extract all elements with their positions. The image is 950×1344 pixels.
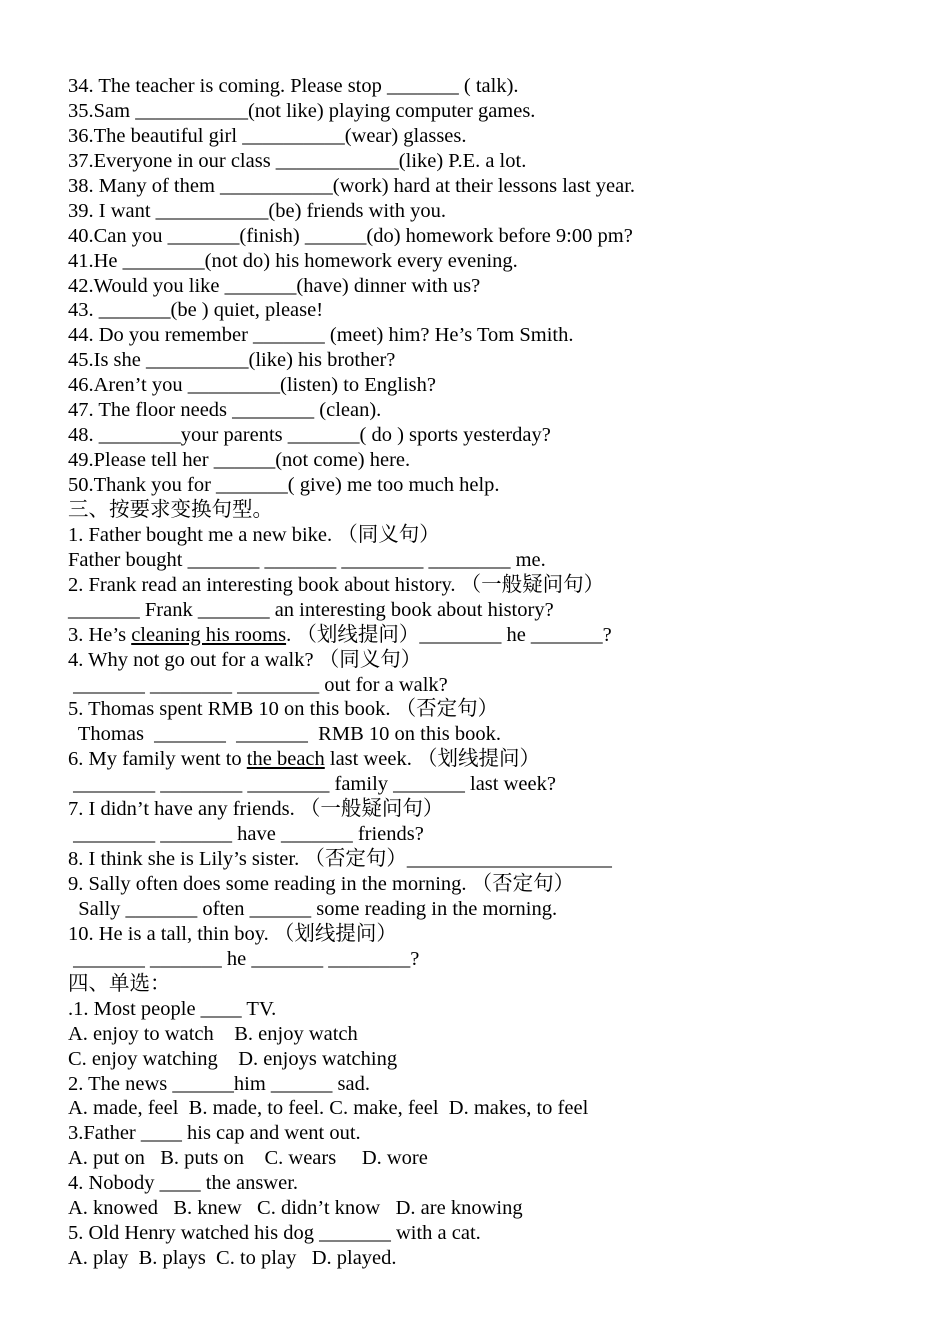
question-40: 40.Can you _______(finish) ______(do) homework before 9:00 pm? [68, 224, 633, 247]
question-35: 35.Sam ___________(not like) playing computer games. [68, 99, 536, 122]
transform-6-post: last week. （划线提问） [324, 748, 540, 771]
transform-10-answer: _______ _______ he _______ ________? [68, 947, 420, 970]
mc-1-options-ab: A. enjoy to watch B. enjoy watch [68, 1022, 358, 1045]
question-34: 34. The teacher is coming. Please stop _______ ( talk). [68, 75, 519, 97]
transform-3-prompt [68, 623, 908, 648]
transform-3-pre: 3. He’s [68, 623, 132, 646]
transform-2-prompt: 2. Frank read an interesting book about history. （一般疑问句） [68, 573, 605, 596]
transform-3-underlined: cleaning his rooms [131, 623, 287, 646]
mc-4-options: A. knowed B. knew C. didn’t know D. are knowing [68, 1197, 523, 1220]
question-48: 48. ________your parents _______( do ) sports yesterday? [68, 424, 551, 447]
section-3-heading: 三、按要求变换句型。 [68, 498, 273, 521]
transform-3-post: . （划线提问）________ he _______? [286, 623, 612, 646]
question-46: 46.Aren’t you _________(listen) to English? [68, 374, 437, 397]
mc-3-question: 3.Father ____ his cap and went out. [68, 1122, 361, 1145]
transform-7-prompt: 7. I didn’t have any friends. （一般疑问句） [68, 798, 444, 821]
mc-2-options: A. made, feel B. made, to feel. C. make, feel D. makes, to feel [68, 1097, 589, 1120]
mc-3-options: A. put on B. puts on C. wears D. wore [68, 1147, 428, 1170]
question-37: 37.Everyone in our class ____________(like) P.E. a lot. [68, 149, 527, 172]
transform-5-prompt: 5. Thomas spent RMB 10 on this book. （否定句） [68, 698, 499, 721]
question-49: 49.Please tell her ______(not come) here. [68, 449, 411, 472]
question-43: 43. _______(be ) quiet, please! [68, 299, 324, 322]
transform-4-prompt: 4. Why not go out for a walk? （同义句） [68, 648, 422, 671]
transform-8-prompt: 8. I think she is Lily’s sister. （否定句）____________________ [68, 848, 612, 871]
question-36: 36.The beautiful girl __________(wear) glasses. [68, 124, 467, 147]
question-42: 42.Would you like _______(have) dinner with us? [68, 274, 481, 297]
transform-7-answer: ________ _______ have _______ friends? [68, 823, 424, 846]
mc-2-question: 2. The news ______him ______ sad. [68, 1072, 370, 1095]
transform-2-answer: _______ Frank _______ an interesting book about history? [68, 598, 554, 621]
transform-6-pre: 6. My family went to [68, 748, 247, 771]
question-44: 44. Do you remember _______ (meet) him? He’s Tom Smith. [68, 324, 574, 347]
section-4-heading: 四、单选： [68, 972, 171, 995]
question-39: 39. I want ___________(be) friends with you. [68, 199, 447, 222]
mc-1-options-cd: C. enjoy watching D. enjoys watching [68, 1047, 398, 1070]
transform-1-answer: Father bought _______ _______ ________ ________ me. [68, 548, 546, 571]
transform-1-prompt: 1. Father bought me a new bike. （同义句） [68, 523, 440, 546]
transform-4-answer: _______ ________ ________ out for a walk? [68, 673, 448, 696]
question-47: 47. The floor needs ________ (clean). [68, 399, 382, 422]
transform-6-underlined: the beach [246, 748, 325, 771]
mc-5-options: A. play B. plays C. to play D. played. [68, 1247, 397, 1270]
question-41: 41.He ________(not do) his homework every evening. [68, 249, 518, 272]
worksheet-page [68, 74, 908, 1271]
transform-10-prompt: 10. He is a tall, thin boy. （划线提问） [68, 922, 397, 945]
transform-9-answer: Sally _______ often ______ some reading in the morning. [68, 897, 558, 920]
mc-5-question: 5. Old Henry watched his dog _______ with a cat. [68, 1222, 481, 1245]
mc-1-question: .1. Most people ____ TV. [68, 997, 277, 1020]
transform-6-answer: ________ ________ ________ family _______ last week? [68, 773, 556, 796]
transform-6-prompt [68, 747, 908, 772]
transform-5-answer: Thomas _______ _______ RMB 10 on this book. [68, 723, 501, 746]
question-45: 45.Is she __________(like) his brother? [68, 349, 396, 372]
mc-4-question: 4. Nobody ____ the answer. [68, 1172, 299, 1195]
question-38: 38. Many of them ___________(work) hard at their lessons last year. [68, 174, 636, 197]
question-50: 50.Thank you for _______( give) me too much help. [68, 474, 500, 496]
transform-9-prompt: 9. Sally often does some reading in the morning. （否定句） [68, 873, 575, 895]
